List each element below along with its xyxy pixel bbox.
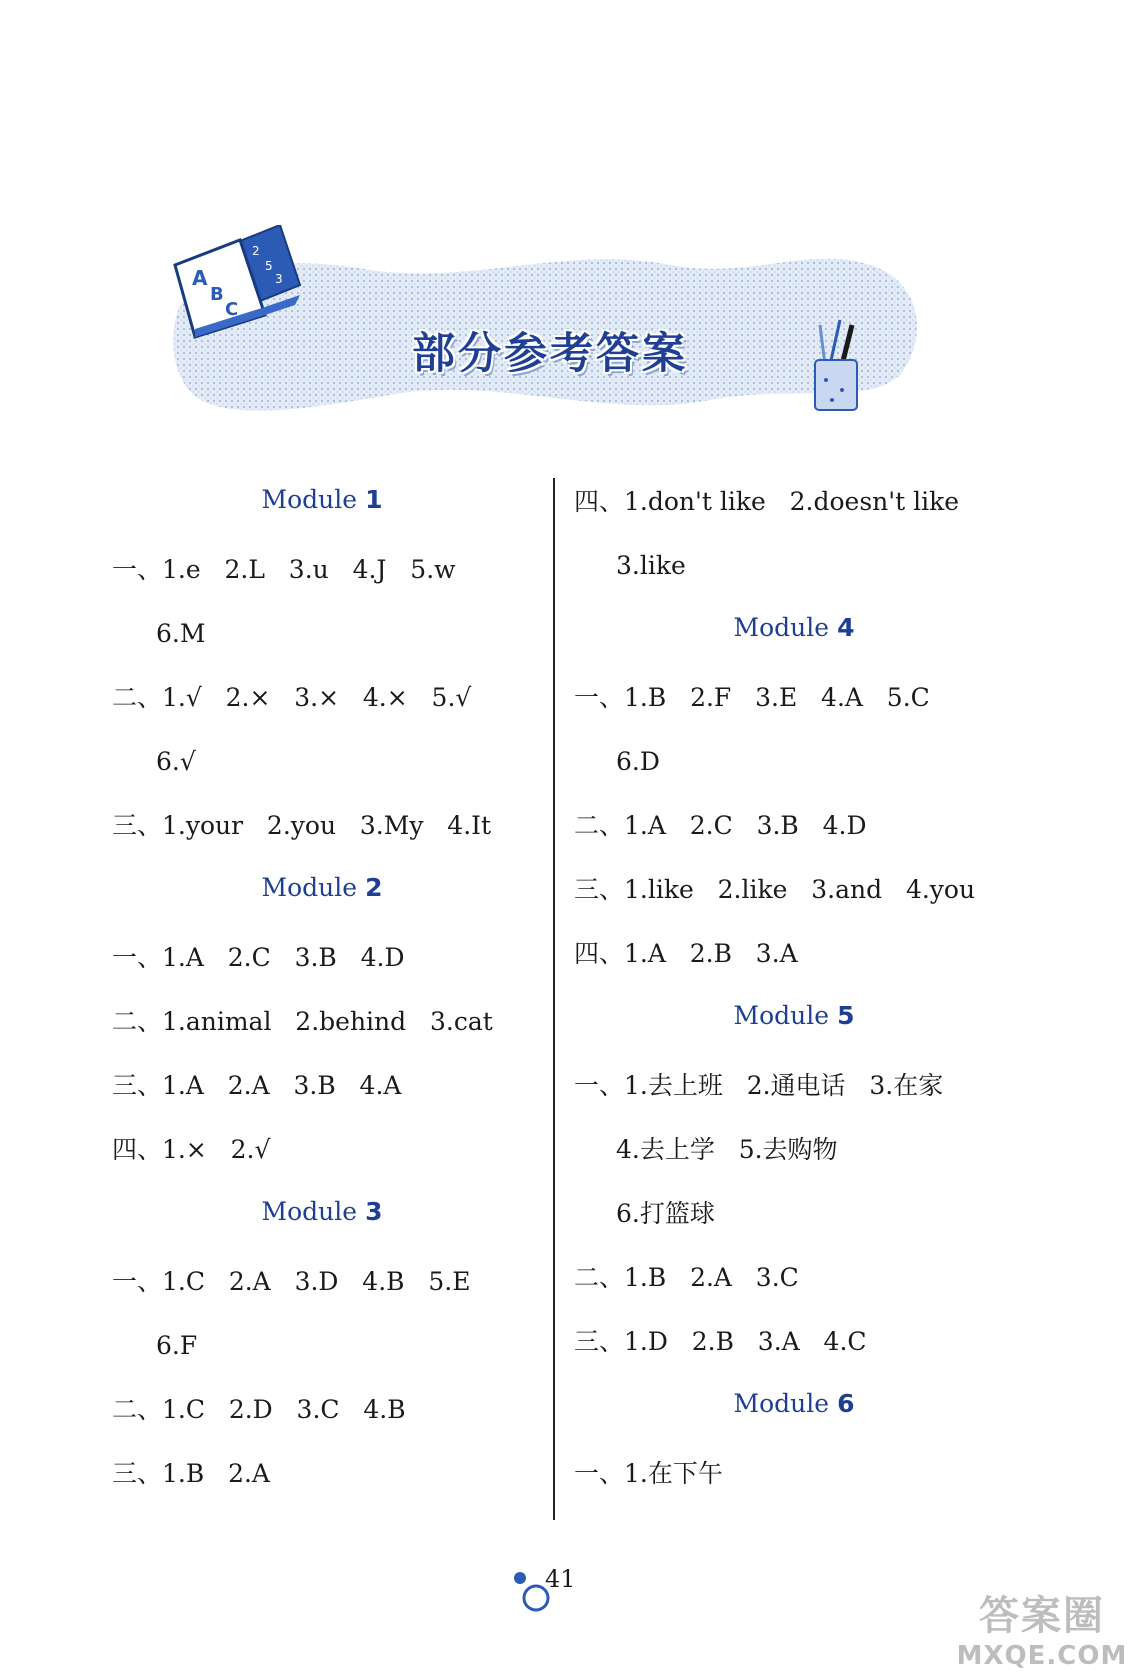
module-heading — [112, 476, 532, 524]
answer-line: 6.D — [616, 747, 660, 776]
answer-line: 4.去上学 5.去购物 — [616, 1135, 838, 1164]
module-heading-label: Module — [733, 613, 830, 642]
module-heading-label: Module — [733, 1001, 830, 1030]
svg-text:B: B — [210, 284, 224, 305]
answer-line: 四、1.A 2.B 3.A — [574, 939, 798, 968]
answer-line: 一、1.B 2.F 3.E 4.A 5.C — [574, 683, 930, 712]
page-number-decoration-icon — [510, 1568, 550, 1612]
answer-line: 一、1.A 2.C 3.B 4.D — [112, 943, 405, 972]
watermark — [952, 1584, 1132, 1671]
answer-line: 二、1.C 2.D 3.C 4.B — [112, 1395, 406, 1424]
module-heading — [112, 1188, 532, 1236]
answer-line: 一、1.e 2.L 3.u 4.J 5.w — [112, 555, 456, 584]
svg-text:C: C — [225, 299, 239, 320]
watermark-bottom: MXQE.COM — [956, 1641, 1128, 1671]
page-number: 41 — [545, 1565, 576, 1593]
column-divider — [553, 478, 555, 1520]
module-heading — [112, 864, 532, 912]
module-heading-number: 6 — [837, 1389, 855, 1418]
module-heading-number: 4 — [837, 613, 855, 642]
answer-line: 3.like — [616, 551, 686, 580]
answer-line: 二、1.√ 2.× 3.× 4.× 5.√ — [112, 683, 472, 712]
module-heading-label: Module — [261, 1197, 358, 1226]
module-heading — [574, 1380, 1014, 1428]
module-heading — [574, 604, 1014, 652]
answer-line: 6.√ — [156, 747, 196, 776]
svg-text:5: 5 — [265, 259, 273, 273]
module-heading-number: 3 — [365, 1197, 383, 1226]
answer-line: 6.M — [156, 619, 206, 648]
module-heading-number: 5 — [837, 1001, 855, 1030]
module-heading-label: Module — [733, 1389, 830, 1418]
answer-line: 四、1.don't like 2.doesn't like — [574, 487, 960, 516]
answer-line: 三、1.B 2.A — [112, 1459, 270, 1488]
answer-column-left — [112, 470, 532, 1506]
answer-column-right — [574, 470, 1014, 1506]
watermark-top: 答案圈 — [979, 1593, 1105, 1639]
module-heading-label: Module — [261, 873, 358, 902]
svg-text:A: A — [192, 266, 208, 290]
answer-line: 一、1.C 2.A 3.D 4.B 5.E — [112, 1267, 471, 1296]
header-banner — [170, 225, 930, 445]
answer-line: 三、1.A 2.A 3.B 4.A — [112, 1071, 402, 1100]
answer-line: 一、1.在下午 — [574, 1459, 723, 1488]
module-heading-number: 2 — [365, 873, 383, 902]
module-heading-label: Module — [261, 485, 358, 514]
answer-line: 6.F — [156, 1331, 198, 1360]
page-title: 部分参考答案 — [412, 329, 688, 379]
answer-line: 二、1.A 2.C 3.B 4.D — [574, 811, 867, 840]
answer-line: 6.打篮球 — [616, 1199, 715, 1228]
answer-line: 一、1.去上班 2.通电话 3.在家 — [574, 1071, 944, 1100]
answer-line: 三、1.your 2.you 3.My 4.It — [112, 811, 492, 840]
module-heading-number: 1 — [365, 485, 383, 514]
answer-line: 四、1.× 2.√ — [112, 1135, 271, 1164]
answer-line: 三、1.like 2.like 3.and 4.you — [574, 875, 976, 904]
svg-text:3: 3 — [275, 272, 283, 286]
pencil-cup-icon — [815, 320, 857, 410]
answer-line: 二、1.animal 2.behind 3.cat — [112, 1007, 493, 1036]
svg-text:2: 2 — [252, 244, 260, 258]
module-heading — [574, 992, 1014, 1040]
answer-line: 二、1.B 2.A 3.C — [574, 1263, 799, 1292]
answer-line: 三、1.D 2.B 3.A 4.C — [574, 1327, 867, 1356]
